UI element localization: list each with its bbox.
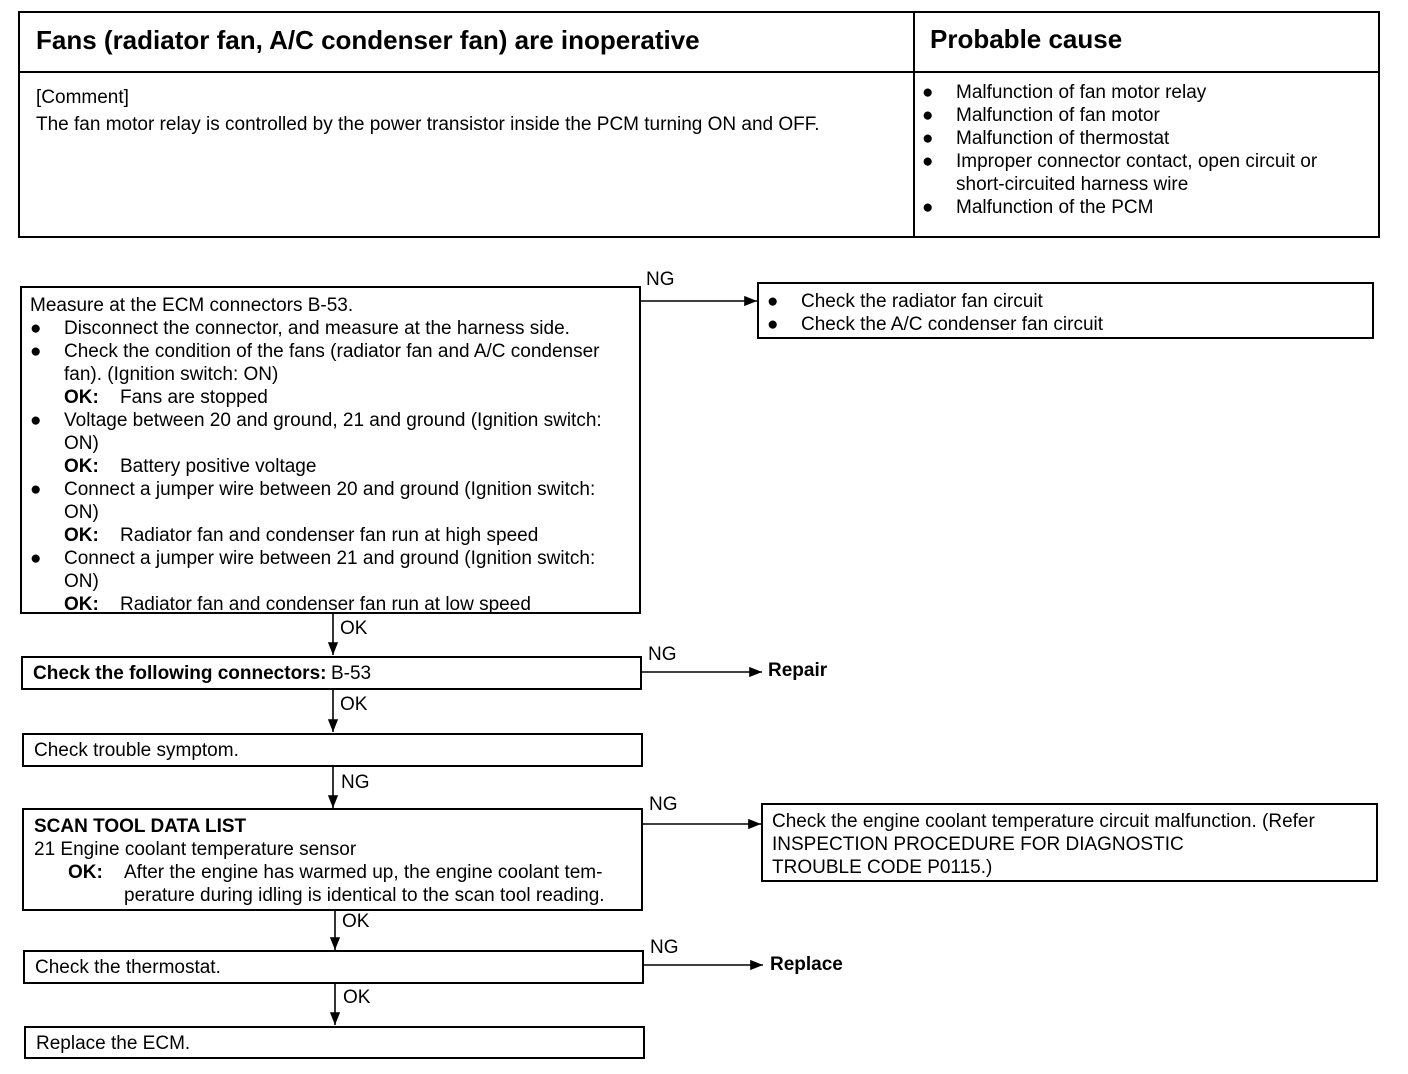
- bullet-icon: ●: [30, 479, 42, 500]
- step4-ng-result-line: TROUBLE CODE P0115.): [772, 857, 993, 878]
- step1-ng-result-item: ● Check the A/C condenser fan circuit: [767, 314, 1104, 335]
- step4-ng-result-line: Check the engine coolant temperature circuit malfunction. (Refer: [772, 811, 1315, 832]
- comment-label: [Comment]: [36, 87, 129, 108]
- bullet-icon: ●: [922, 82, 934, 103]
- step4-box: [22, 808, 643, 911]
- step1-item: ● Connect a jumper wire between 21 and ground (Ignition switch:: [30, 548, 596, 569]
- probable-cause-heading: Probable cause: [930, 24, 1123, 54]
- step3-ng-label: NG: [341, 772, 370, 793]
- step5-text: Check the thermostat.: [35, 957, 221, 978]
- step6-box: [24, 1026, 645, 1059]
- bullet-icon: ●: [767, 291, 779, 312]
- step2-ng-result: Repair: [768, 660, 828, 681]
- bullet-icon: ●: [922, 197, 934, 218]
- bullet-icon: ●: [922, 151, 934, 172]
- step1-ng-label: NG: [646, 269, 675, 290]
- step4-ok-label: OK: [342, 911, 370, 932]
- comment-text: The fan motor relay is controlled by the power transistor inside the PCM turning ON and OFF.: [36, 114, 820, 135]
- step2-box: [21, 656, 642, 690]
- step4-item: 21 Engine coolant temperature sensor: [34, 839, 357, 860]
- bullet-icon: ●: [30, 318, 42, 339]
- step1-ok-line: OK: Battery positive voltage: [64, 456, 317, 477]
- bullet-icon: ●: [30, 548, 42, 569]
- step2-title: Check the following connectors:: [33, 663, 327, 684]
- step4-title: SCAN TOOL DATA LIST: [34, 816, 247, 837]
- step2-value: B-53: [330, 663, 372, 684]
- step1-box: [20, 286, 641, 614]
- step4-ng-label: NG: [649, 794, 678, 815]
- step1-ok-line: OK: Radiator fan and condenser fan run at low speed: [64, 594, 531, 615]
- step1-item: ● Check the condition of the fans (radiator fan and A/C condenser: [30, 341, 600, 362]
- step5-ok-label: OK: [343, 987, 371, 1008]
- step1-ok-line: OK: Fans are stopped: [64, 387, 268, 408]
- cause-item-continuation: short-circuited harness wire: [956, 174, 1189, 195]
- cause-item: ● Malfunction of thermostat: [922, 128, 1170, 149]
- bullet-icon: ●: [30, 410, 42, 431]
- step1-item: ● Voltage between 20 and ground, 21 and ground (Ignition switch:: [30, 410, 602, 431]
- cause-item: ● Malfunction of fan motor relay: [922, 82, 1207, 103]
- step4-ok-line: OK: After the engine has warmed up, the engine coolant tem-: [68, 862, 603, 883]
- step4-ng-result-box: [761, 803, 1378, 882]
- step5-ng-result: Replace: [770, 954, 843, 975]
- step1-ok-line: OK: Radiator fan and condenser fan run at high speed: [64, 525, 539, 546]
- step6-text: Replace the ECM.: [36, 1033, 191, 1054]
- step1-title: Measure at the ECM connectors B-53.: [30, 295, 354, 316]
- bullet-icon: ●: [922, 128, 934, 149]
- step3-box: [22, 733, 643, 767]
- step2-ok-label: OK: [340, 694, 368, 715]
- step5-box: [23, 950, 644, 984]
- page-title: Fans (radiator fan, A/C condenser fan) are inoperative: [36, 25, 700, 55]
- step1-item-continuation: ON): [64, 433, 99, 454]
- step3-text: Check trouble symptom.: [34, 740, 239, 761]
- step1-item: ● Connect a jumper wire between 20 and ground (Ignition switch:: [30, 479, 596, 500]
- step1-item: ● Disconnect the connector, and measure at the harness side.: [30, 318, 570, 339]
- cause-item: ● Improper connector contact, open circuit or: [922, 151, 1318, 172]
- step4-ok-continuation: perature during idling is identical to the scan tool reading.: [124, 885, 605, 906]
- bullet-icon: ●: [30, 341, 42, 362]
- bullet-icon: ●: [922, 105, 934, 126]
- step2-ng-label: NG: [648, 644, 677, 665]
- bullet-icon: ●: [767, 314, 779, 335]
- cause-item: ● Malfunction of the PCM: [922, 197, 1154, 218]
- step1-ok-label: OK: [340, 618, 368, 639]
- step5-ng-label: NG: [650, 937, 679, 958]
- step1-ng-result-box: [757, 282, 1374, 339]
- step1-item-continuation: ON): [64, 502, 99, 523]
- step1-item-continuation: fan). (Ignition switch: ON): [64, 364, 279, 385]
- step1-item-continuation: ON): [64, 571, 99, 592]
- step1-ng-result-item: ● Check the radiator fan circuit: [767, 291, 1043, 312]
- step4-ng-result-line: INSPECTION PROCEDURE FOR DIAGNOSTIC: [772, 834, 1184, 855]
- cause-item: ● Malfunction of fan motor: [922, 105, 1160, 126]
